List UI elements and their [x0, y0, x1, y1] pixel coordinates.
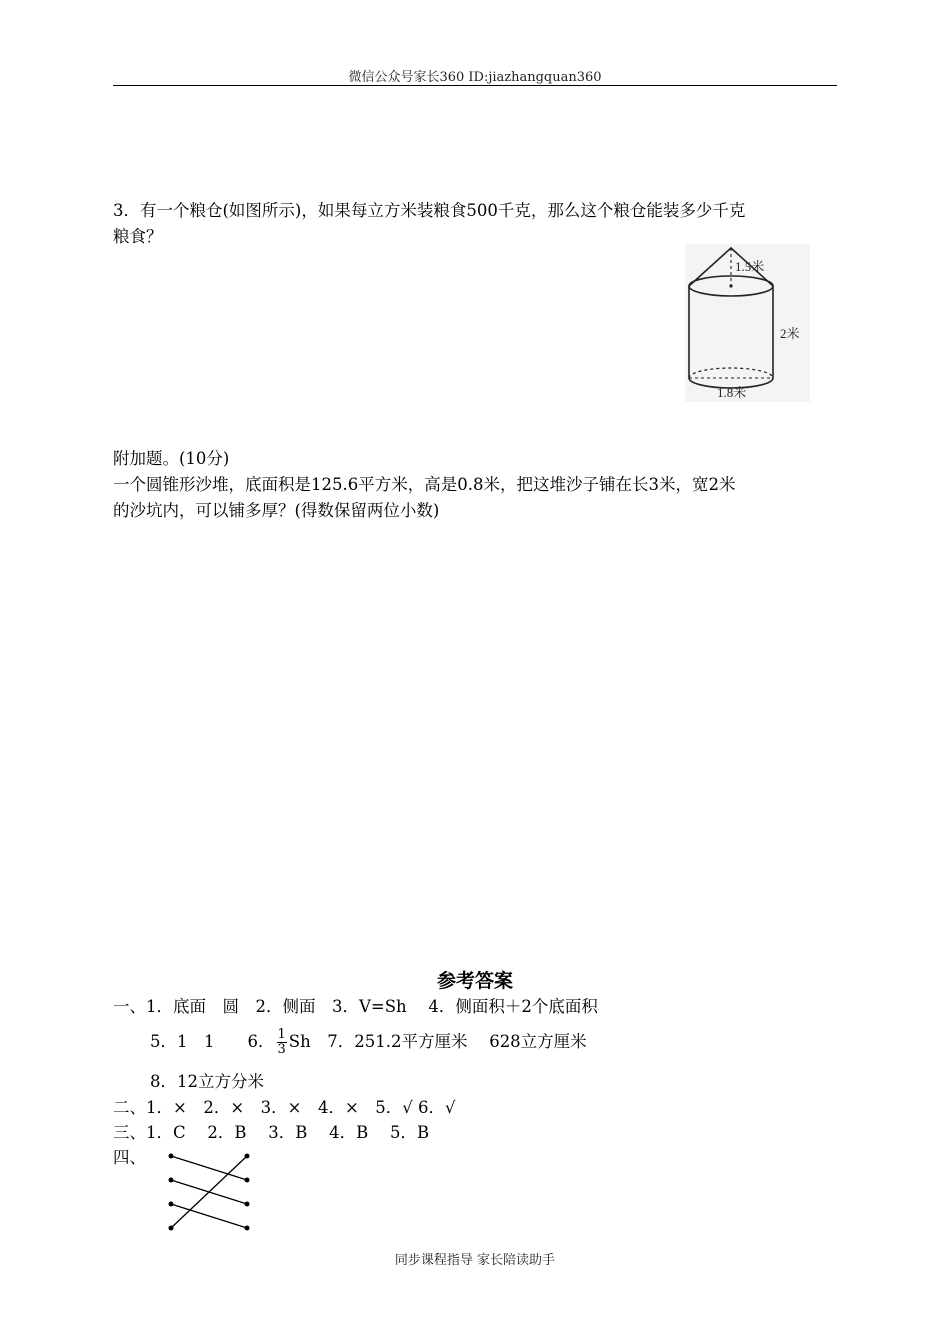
right-dot-2 — [245, 1178, 250, 1183]
fraction-one-third — [277, 1028, 287, 1057]
question-3-line-2: 粮食？ — [113, 227, 163, 246]
right-dot-3 — [245, 1202, 250, 1207]
right-dot-4 — [245, 1226, 250, 1231]
answer-row-1: 一、1．底面 圆 2．侧面 3．V=Sh 4．侧面积＋2个底面积 — [113, 997, 598, 1016]
match-line-3 — [171, 1204, 247, 1228]
answer-row-4: 二、1．× 2．× 3．× 4．× 5．√ 6．√ — [113, 1098, 456, 1117]
cone-height-label: 1.5米 — [735, 259, 765, 274]
left-dot-2 — [169, 1178, 174, 1183]
answer-row-2 — [150, 1028, 587, 1057]
question-3-line-1: 3．有一个粮仓(如图所示)，如果每立方米装粮食500千克，那么这个粮仓能装多少千克 — [113, 201, 746, 220]
bonus-line-2: 的沙坑内，可以铺多厚？(得数保留两位小数) — [113, 501, 440, 520]
bonus-line-1: 一个圆锥形沙堆，底面积是125.6平方米，高是0.8米，把这堆沙子铺在长3米，宽2米 — [113, 475, 736, 494]
question-3 — [113, 198, 839, 250]
matching-diagram — [160, 1146, 260, 1238]
fraction-numerator: 1 — [277, 1027, 286, 1042]
fraction-denominator: 3 — [277, 1042, 286, 1057]
diameter-label: 1.8米 — [717, 385, 747, 400]
answer-row-5: 三、1．C 2．B 3．B 4．B 5．B — [113, 1123, 430, 1142]
answer-row-2-part-a: 5．1 1 6． — [150, 1032, 275, 1051]
page-footer: 同步课程指导 家长陪读助手 — [394, 1253, 556, 1268]
header-divider — [113, 85, 837, 86]
match-line-1 — [171, 1156, 247, 1180]
answer-row-3: 8．12立方分米 — [150, 1072, 264, 1091]
bonus-question — [113, 446, 839, 524]
answer-row-6: 四、 — [113, 1148, 146, 1167]
left-dot-3 — [169, 1202, 174, 1207]
match-line-4 — [171, 1156, 247, 1228]
right-dot-1 — [245, 1154, 250, 1159]
left-dot-1 — [169, 1154, 174, 1159]
answer-row-2-part-b: Sh 7．251.2平方厘米 628立方厘米 — [288, 1032, 587, 1051]
granary-figure — [685, 244, 810, 402]
page-header: 微信公众号家长360 ID:jiazhangquan360 — [348, 70, 602, 85]
bonus-title: 附加题。(10分) — [113, 449, 230, 468]
cone-center-dot — [729, 284, 732, 287]
left-dot-4 — [169, 1226, 174, 1231]
cylinder-height-label: 2米 — [780, 326, 800, 341]
answer-title: 参考答案 — [436, 970, 513, 992]
